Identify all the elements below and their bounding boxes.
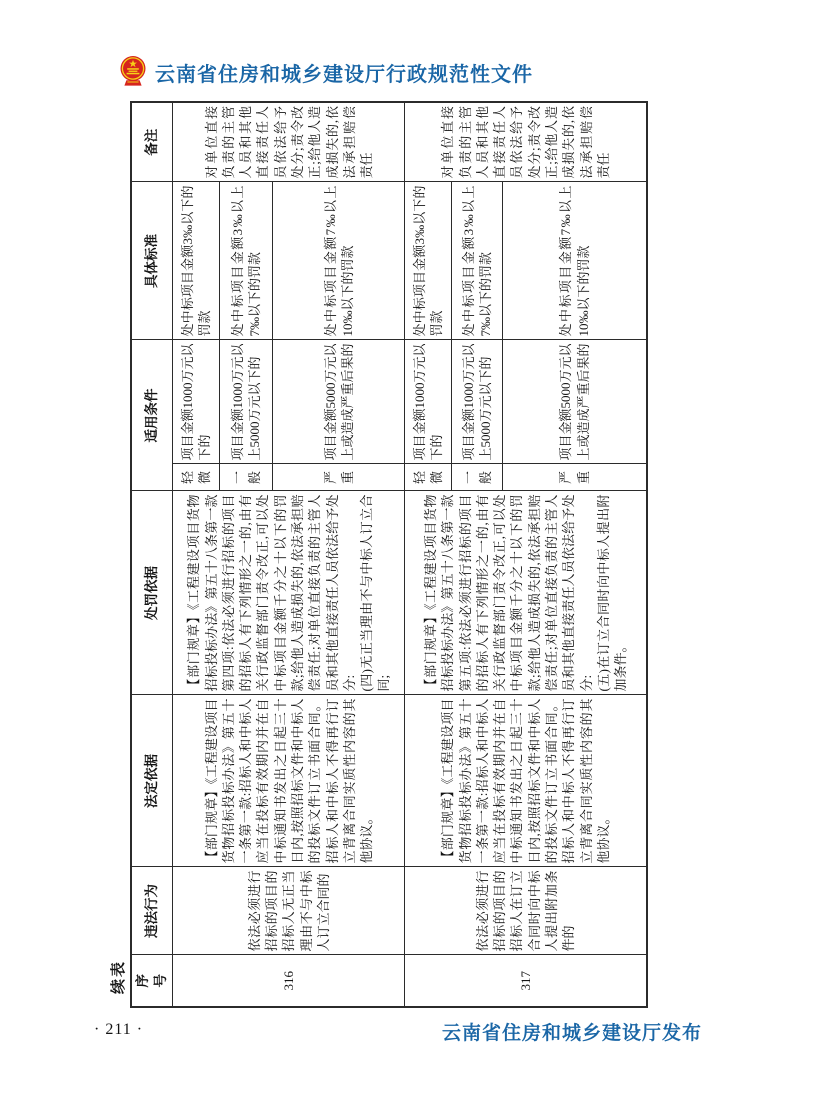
rotated-table-area — [98, 103, 645, 1008]
col-header-applicable-conditions: 适用条件 — [131, 340, 173, 491]
cell-grade-level: 轻微 — [405, 464, 452, 491]
col-header-remarks: 备注 — [131, 102, 173, 182]
col-header-legal-basis: 法定依据 — [131, 695, 173, 867]
cell-grade-level: 严重 — [503, 464, 647, 491]
page-number: · 211 · — [94, 1021, 144, 1038]
cell-standard: 处中标项目金额3‰以下的罚款 — [405, 182, 452, 340]
cell-grade-level: 一般 — [220, 464, 273, 491]
cell-standard: 处中标项目金额7‰以上10‰以下的罚款 — [503, 182, 647, 340]
cell-violation: 依法必须进行招标的项目的招标人无正当理由不与中标人订立合同的 — [173, 867, 405, 955]
penalty-basis-text: 【部门规章】《工程建设项目货物招标投标办法》第五十八条第一款第四项:依法必须进行招标的项目的招标人有下列情形之一的,由有关行政监督部门责令改正,可以处中标项目金额千分之十以下的罚款;给他人造成损失的,依法承担赔偿责任;对单位直接负责的主管人员和其他直接责任人员依法给予处分: — [186, 494, 357, 692]
penalty-basis-item: (五)在订立合同时向中标人提出附加条件。 — [595, 494, 629, 692]
table-continuation-label: 续表 — [111, 959, 127, 994]
cell-condition: 项目金额5000万元以上或造成严重后果的 — [503, 340, 647, 464]
rotated-table-inner — [98, 103, 645, 1008]
national-emblem-icon — [118, 54, 148, 90]
cell-remark: 对单位直接负责的主管人员和其他直接责任人员依法给予处分;责令改正;给他人造成损失的,依法承担赔偿责任 — [405, 102, 647, 182]
cell-serial: 316 — [173, 955, 405, 1007]
cell-grade-level: 轻微 — [173, 464, 220, 491]
cell-condition: 项目金额1000万元以上5000万元以下的 — [220, 340, 273, 464]
table-row — [405, 102, 452, 1007]
table-row — [173, 102, 220, 1007]
table-header-row — [131, 102, 173, 1007]
cell-serial: 317 — [405, 955, 647, 1007]
cell-condition: 项目金额5000万元以上或造成严重后果的 — [273, 340, 405, 464]
document-header — [118, 54, 533, 90]
penalty-basis-text: 【部门规章】《工程建设项目货物招标投标办法》第五十八条第一款第五项:依法必须进行招标的项目的招标人有下列情形之一的,由有关行政监督部门责令改正,可以处中标项目金额千分之十以下的罚款;给他人造成损失的,依法承担赔偿责任;对单位直接负责的主管人员和其他直接责任人员依法给予处分: — [423, 494, 594, 692]
cell-remark: 对单位直接负责的主管人员和其他直接责任人员依法给予处分;责令改正;给他人造成损失的,依法承担赔偿责任 — [173, 102, 405, 182]
cell-standard: 处中标项目金额3‰以下的罚款 — [173, 182, 220, 340]
cell-violation: 依法必须进行招标的项目的招标人在订立合同时向中标人提出附加条件的 — [405, 867, 647, 955]
publisher-footer: 云南省住房和城乡建设厅发布 — [441, 1023, 702, 1044]
cell-grade-level: 严重 — [273, 464, 405, 491]
col-header-penalty-basis: 处罚依据 — [131, 491, 173, 695]
col-header-violation: 违法行为 — [131, 867, 173, 955]
col-header-serial: 序号 — [131, 955, 173, 1007]
cell-condition: 项目金额1000万元以上5000万元以下的 — [452, 340, 503, 464]
cell-grade-level: 一般 — [452, 464, 503, 491]
penalty-basis-item: (四)无正当理由不与中标人订立合同; — [359, 494, 392, 692]
cell-standard: 处中标项目金额7‰以上10‰以下的罚款 — [273, 182, 405, 340]
cell-legal-basis: 【部门规章】《工程建设项目货物招标投标办法》第五十一条第一款:招标人和中标人应当在投标有效期内并在自中标通知书发出之日起三十日内,按照招标文件和中标人的投标文件订立书面合同。招标人和中标人不得再行订立背离合同实质性内容的其他协议。 — [173, 695, 405, 867]
col-header-specific-standards: 具体标准 — [131, 182, 173, 340]
cell-penalty-basis — [405, 491, 647, 695]
document-title: 云南省住房和城乡建设厅行政规范性文件 — [155, 63, 533, 86]
cell-standard: 处中标项目金额3‰以上7‰以下的罚款 — [220, 182, 273, 340]
cell-legal-basis: 【部门规章】《工程建设项目货物招标投标办法》第五十一条第一款:招标人和中标人应当在投标有效期内并在自中标通知书发出之日起三十日内,按照招标文件和中标人的投标文件订立书面合同。招标人和中标人不得再行订立背离合同实质性内容的其他协议。 — [405, 695, 647, 867]
cell-condition: 项目金额1000万元以下的 — [405, 340, 452, 464]
cell-standard: 处中标项目金额3‰以上7‰以下的罚款 — [452, 182, 503, 340]
penalty-discretion-table — [130, 101, 648, 1008]
cell-penalty-basis — [173, 491, 405, 695]
cell-condition: 项目金额1000万元以下的 — [173, 340, 220, 464]
